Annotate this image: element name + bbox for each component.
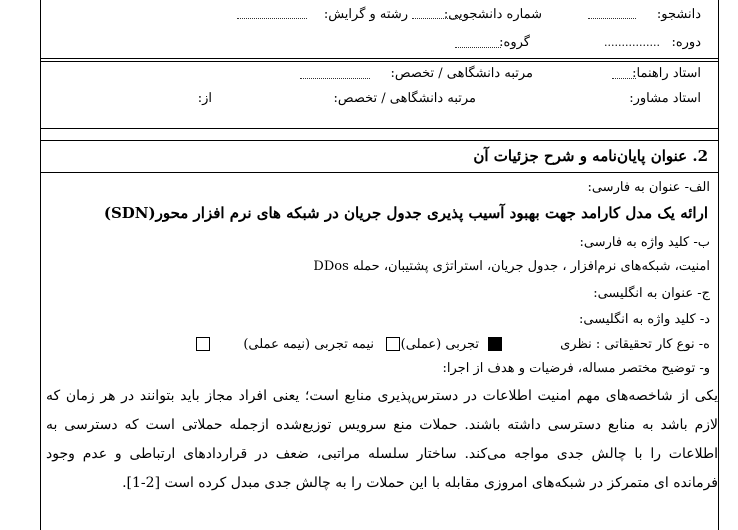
description-line-2: لازم باشد به منابع دسترسی داشته باشند. حملات منع سرویس توزیع‌شده ازجمله حملاتی است که دسترسی به — [46, 417, 718, 433]
advisor-label: استاد مشاور: — [629, 91, 701, 106]
persian-title: ارائه یک مدل کارامد جهت بهبود آسیب پذیری جدول جریان در شبکه های نرم افزار محور(SDN) — [103, 204, 708, 222]
divider-section-heading — [40, 172, 718, 173]
period-field[interactable]: ................ — [604, 36, 660, 49]
persian-keywords: امنیت، شبکه‌های نرم‌افزار ، جدول جریان، استراتژی پشتیبان، حمله DDos — [313, 259, 710, 274]
student-id-field[interactable] — [412, 18, 460, 19]
research-type-label: ه- نوع کار تحقیقاتی : نظری — [560, 337, 710, 352]
divider-section-top — [40, 140, 718, 141]
supervisor-rank-field[interactable] — [300, 78, 370, 79]
persian-title-label: الف- عنوان به فارسی: — [587, 180, 710, 195]
major-field[interactable] — [237, 18, 307, 19]
supervisor-label: استاد راهنما: — [632, 66, 701, 81]
supervisor-field[interactable] — [612, 78, 636, 79]
research-type-semi-experimental-label: نیمه تجربی (نیمه عملی) — [243, 337, 374, 352]
research-type-experimental-label: تجربی (عملی) — [400, 337, 479, 352]
major-label: رشته و گرایش: — [323, 7, 408, 22]
english-keywords-label: د- کلید واژه به انگلیسی: — [579, 312, 710, 327]
student-field[interactable] — [588, 18, 636, 19]
student-label: دانشجو: — [656, 7, 701, 22]
persian-keywords-label: ب- کلید واژه به فارسی: — [579, 235, 710, 250]
student-id-label: شماره دانشجویی: — [443, 7, 542, 22]
section-heading: 2. عنوان پایان‌نامه و شرح جزئیات آن — [473, 147, 708, 165]
divider-header-double — [40, 61, 718, 62]
description-line-3: اطلاعات را با چالش جدی مواجه می‌کند. ساختار سلسله مراتبی، ضعف در قراردادهای ارتباطی و عدم وجود — [46, 446, 718, 462]
divider-header — [40, 58, 718, 59]
advisor-rank-label: مرتبه دانشگاهی / تخصص: — [333, 91, 476, 106]
group-label: گروه: — [499, 35, 530, 50]
description-label: و- توضیح مختصر مساله، فرضیات و هدف از اجرا: — [442, 361, 710, 376]
group-field[interactable] — [455, 47, 501, 48]
description-line-1: یکی از شاخصه‌های مهم امنیت اطلاعات در دسترس‌پذیری منابع است؛ یعنی افراد مجاز باید بتوانند در هر زمان که — [46, 388, 718, 404]
description-line-4: فرمانده ای متمرکز در شبکه‌های امروزی مقابله با این حملات را به چالش جدی مبدل کرده است [2-1]. — [122, 475, 718, 491]
research-type-experimental-checkbox[interactable] — [488, 337, 502, 351]
english-title-label: ج- عنوان به انگلیسی: — [593, 286, 710, 301]
research-type-semi-experimental-checkbox[interactable] — [386, 337, 400, 351]
from-label: از: — [197, 91, 212, 106]
divider-advisors — [40, 128, 718, 129]
research-type-extra-checkbox[interactable] — [196, 337, 210, 351]
period-label: دوره: — [671, 35, 701, 50]
supervisor-rank-label: مرتبه دانشگاهی / تخصص: — [390, 66, 533, 81]
